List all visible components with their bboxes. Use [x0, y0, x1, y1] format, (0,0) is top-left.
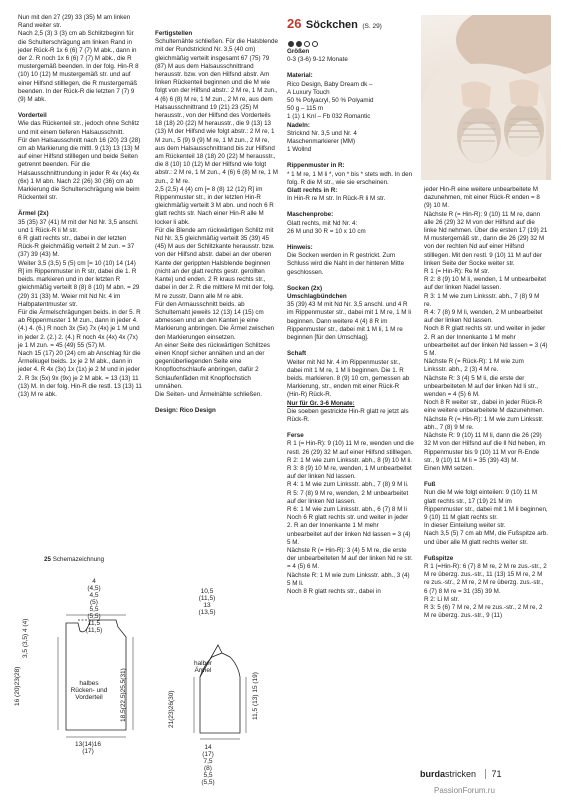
spacer — [424, 547, 548, 555]
subheading: Vorderteil — [18, 112, 47, 120]
paragraph: In dieser Einteilung weiter str. — [424, 522, 506, 530]
column-3 — [287, 48, 414, 596]
dim-label: (13,5) — [198, 609, 216, 616]
section-number: 26 — [287, 16, 302, 31]
paragraph: R 4: 7 (8) 9 M li, wenden, 2 M unbearbeitet auf der linken Nd lassen. — [424, 309, 543, 325]
paragraph: 35 (35) 37 (41) M mit der Nd Nr. 3,5 anschl. und 1 Rück-R li M str. — [18, 218, 139, 234]
paragraph: R 6: 1 M wie zum Linksstr. abh., 6 (7) 8 M li — [287, 505, 407, 513]
dim-label: 13(14)16 — [74, 741, 102, 748]
brand-suffix: stricken — [445, 769, 477, 779]
paragraph: Für den Halsausschnitt nach 16 (20) 23 (28) cm ab Markierung die mittl. 9 (13) 13 (13) M auf einer Hilfsnd stilllegen und beide Seiten getrennt beenden. Für die Halsausschnittrundung in jeder R 4x (4x) 4x (6x) 1 M abn. Nach 22 (26) 30 (36) cm ab Markierung die Schulterschrägung wie beim Rückenteil str. — [18, 136, 141, 202]
paragraph: Rico Design, Baby Dream dk – — [287, 80, 373, 88]
difficulty-dot-filled-icon — [288, 41, 294, 47]
dim-label: (11,5) — [85, 627, 103, 634]
sleeve-label: halber Ärmel — [193, 660, 213, 674]
dim-label: (17) — [202, 751, 214, 758]
dim-label: 5,5 — [89, 606, 99, 613]
paragraph: Nächste R (= Hin-R): 3 (4) 5 M re, die erste der unbearbeiteten M auf der linken Nd re str. = 4 (5) 6 M. — [287, 546, 413, 571]
paragraph: Weiter mit Nd Nr. 4 im Rippenmuster str., dabei mit 1 M re, 1 M li beginnen. Die 1. R beids. markieren. 8 (9) 10 cm, gemessen ab Markierung, str., enden mit einer Rück-R (Hin-R) Rück-R. — [287, 358, 410, 399]
paragraph: 6 R glatt rechts str., dabei in der letzten Rück-R gleichmäßig verteilt 2 M zun. = 37 (37) 39 (43) M. — [18, 235, 135, 259]
subheading-underlined: Nur für Gr. 3-6 Monate: — [287, 399, 355, 407]
dim-label: 4 — [92, 578, 96, 585]
paragraph: R 1 (=Hin-R): 6 (7) 8 M re, 2 M re zus.-str., 2 M re überzg. zus.-str., 11 (13) 15 M re, 2 M re zus.-str., 2 M re, 2 M re überzg. zus.-str., 6 (7) 8 M re = 31 (35) 39 M. — [424, 562, 547, 595]
paragraph: R 1 (= Hin-R): Re M str. — [424, 268, 490, 276]
dim-label: (8) — [204, 765, 212, 772]
subheading: Glatt rechts in R: — [287, 187, 338, 195]
paragraph: Nächste R (= Hin-R): 1 M wie zum Linksstr. abh., 7 (8) 9 M re. — [424, 415, 544, 431]
difficulty-dot-filled-icon — [296, 41, 302, 47]
brand-name: burda — [420, 769, 446, 779]
dim-label: 13 — [203, 602, 211, 609]
paragraph: Noch 6 R glatt rechts str. und weiter in jeder 2. R an der Innenkante 1 M mehr unbearbeitet auf der linken Nd lassen = 3 (4) 5 M. — [287, 514, 411, 546]
schema-caption-text: Schemazeichnung — [52, 556, 105, 563]
dim-label: 14 — [204, 744, 212, 751]
paragraph: In Hin-R re M str. In Rück-R li M str. — [287, 195, 386, 203]
paragraph: Noch 8 R weiter str., dabei in jeder Rück-R eine weitere unbearbeitete M dazunehmen. — [424, 399, 545, 415]
paragraph: 0-3 (3-6) 9-12 Monate — [287, 56, 348, 64]
difficulty-dot-empty-icon — [304, 41, 310, 47]
schema-caption-number: 25 — [44, 556, 51, 563]
sleeve-right-dim: 11,5 (13) 15 (19) — [252, 672, 259, 720]
paragraph: R 1 (= Hin-R): 9 (10) 11 M re, wenden und die restl. 26 (29) 32 M auf einer Hilfsnd stilllegen. — [287, 440, 414, 456]
paragraph: Nach 3,5 (5) 7 cm ab MM, die Fußspitze arb. und über alle M glatt rechts weiter str. — [424, 530, 549, 546]
spacer — [287, 154, 414, 162]
paragraph: Nächste R (= Hin-R): 9 (10) 11 M re, dann alle 26 (29) 32 M von der Hilfsnd auf die linke Nd nehmen. Über die ersten 17 (19) 21 M mustergemäß str., dann die 26 (29) 32 M von der rechten Nd auf einer Hilfsnd stilllegen. Mit den restl. 9 (10) 11 M auf der linken Seite der Socke weiter str. — [424, 210, 548, 267]
spacer — [287, 236, 414, 244]
paragraph: R 2: Li M str. — [424, 595, 460, 603]
subheading: Rippenmuster in R: — [287, 162, 345, 170]
column-1 — [18, 14, 142, 399]
paragraph: A Luxury Touch — [287, 88, 330, 96]
paragraph: Nach 2,5 (3) 3 (3) cm ab Schlitzbeginn für die Schulterschrägung am linken Rand in jeder Rück-R 1x 6 (6) 7 (7) M abk., dann in der 2. R noch 1x 6 (6) 7 (7) M abk., die R mustergemäß beenden. In der folg. Hin-R 8 (10) 10 (12) M mustergemäß str. und auf einer Hilfsnd stilllegen, die R mustergemäß beenden. In der Rück-R die letzten 7 (7) 9 (9) M abk. — [18, 30, 139, 104]
paragraph: Nächste R: 1 M wie zum Linksstr. abh., 3 (4) 5 M li. — [287, 571, 410, 587]
subheading: Größen — [287, 48, 310, 55]
paragraph: 2,5 (2,5) 4 (4) cm [= 8 (8) 12 (12) R] im Rippenmuster str., in der letzten Hin-R gleichmäßig verteilt 3 M abn. und noch 6 R glatt rechts str. Nach einer Hin-R alle M locker li abk. — [155, 185, 274, 226]
body-right-dim: 18,5(22,5)25,5(31) — [120, 668, 127, 722]
subheading: Schaft — [287, 350, 307, 358]
paragraph: 26 M und 30 R = 10 x 10 cm — [287, 227, 366, 235]
spacer — [287, 203, 414, 211]
paragraph: Nächste R: 3 (4) 5 M li, die erste der unbearbeiteten M auf der linken Nd li str., wenden = 4 (5) 6 M. — [424, 374, 538, 399]
spacer — [424, 473, 548, 481]
column-2 — [155, 30, 279, 415]
paragraph: Glatt rechts, mit Nd Nr. 4: — [287, 219, 358, 227]
dim-label: (4,5) — [87, 585, 101, 592]
sleeve-bottom-dims — [196, 744, 220, 786]
paragraph: 50 % Polyacryl, 50 % Polyamid — [287, 97, 374, 105]
dim-label: (5) — [90, 599, 98, 606]
paragraph: Schulternähte schließen. Für die Halsblende mit der Rundstricknd Nr. 3,5 (40 cm) gleichmäßig verteilt insgesamt 67 (75) 79 (87) M aus dem Halsausschnittrand herausstr. bzw. von den Hilfsnd abstr. Am linken Rückenteil beginnen und die M wie folgt von der Hilfsnd abstr.: 2 M re, 1 M zun., 4 (6) 6 (8) M re, 1 M zun., 2 M re, aus dem Halsausschnittrand 19 (21) 23 (25) M herausstr., von der Hilfsnd des Vorderteils 18 (18) 20 (22) M herausstr., die 9 (13) 13 (13) M der Hilfsnd wie folgt abstr.: 2 M re, 1 M zun., 5 (9) 9 (9) M re, 1 M zun., 2 M re, aus dem Halsausschnittrand bis zur Hilfsnd am Rückenteil 18 (18) 20 (22) M herausstr., die 8 (10) 10 (12) M der Hilfsnd wie folgt abstr.: 2 M re, 1 M zun., 4 (6) 6 (8) M re, 1 M zun., 2 M re. — [155, 38, 278, 185]
paragraph: R 3: 5 (6) 7 M re, 2 M re zus.-str., 2 M re, 2 M re überzg. zus.-str., 9 (11) — [424, 603, 543, 620]
body-label: halbes Rücken- und Vorderteil — [70, 680, 108, 701]
subheading: Fußspitze — [424, 554, 454, 562]
page-number: 71 — [485, 769, 502, 779]
spacer — [287, 64, 414, 72]
paragraph: 1 Wollnd — [287, 146, 312, 154]
paragraph: R 3: 8 (9) 10 M re, wenden, 1 M unbearbeitet auf der linken Nd lassen. — [287, 464, 412, 481]
sleeve-top-dims — [192, 588, 222, 616]
spacer — [18, 202, 142, 210]
sleeve-left-dim: 21(23)26(30) — [168, 690, 175, 728]
paragraph: Weiter 3,5 (3,5) 5 (5) cm [= 10 (10) 14 (14) R] im Rippenmuster in R str, dabei die 1. R beids. markieren und in der letzten R gleichmäßig verteilt 8 (8) 8 (10) M abn. = 29 (29) 31 (33) M. Weier mit Nd Nr. 4 im Halbpatentmuster str. — [18, 259, 140, 308]
paragraph: Noch 8 R glatt rechts str. und weiter in jeder 2. R an der Innenkante 1 M mehr unbearbeitet auf der linken Nd lassen = 3 (4) 5 M. — [424, 325, 548, 358]
paragraph: Einen MM setzen. — [424, 464, 475, 472]
paragraph: Für die Ärmelschrägungen beids. in der 5. R ab Rippenmuster 1 M zun., dann in jeder 4. (4.) 4. (6.) R noch 3x (5x) 7x (4x) je 1 M und in jeder 2. (2.) 2. (4.) R noch 4x (4x) 4x (7x) je 1 M zun. = 45 (49) 55 (57) M. — [18, 308, 141, 349]
subheading: Socken (2x) — [287, 284, 323, 292]
dim-label: (5,5) — [201, 779, 215, 786]
paragraph: R 4: 1 M wie zum Linksstr. abh., 7 (8) 9 M li. — [287, 481, 409, 489]
body-left-dim-2: 3,5 (3,5) 4 (4) — [22, 618, 29, 658]
baby-feet-socks-illustration — [421, 15, 551, 180]
paragraph: 50 g – 115 m — [287, 105, 324, 113]
paragraph: * 1 M re, 1 M li *, von * bis * stets wdh. In den folg. R die M str., wie sie erscheinen. — [287, 170, 413, 186]
product-photo — [421, 15, 551, 180]
subheading: Ärmel (2x) — [18, 210, 49, 218]
paragraph: Wie das Rückenteil str., jedoch ohne Schlitz und mit einem tieferen Halsausschnitt. — [18, 120, 140, 136]
difficulty-dot-empty-icon — [312, 41, 318, 47]
paragraph: Für die Blende am rückwärtigen Schlitz mit Nd Nr. 3,5 gleichmäßig verteilt 35 (39) 45 (45) M aus der Schlitzkante herausstr. bzw. von der Hilfsnd abstr. dabei an der oberen Kante der gerippten Halsblende beginnen (nicht an der glatt rechts gestr. gerollten Kante) und enden. 2 R kraus rechts str., dabei in der 2. R die mittlere M mit der folg. M re zusstr. Dann alle M re abk. — [155, 226, 275, 300]
paragraph: Die Seiten- und Ärmelnähte schließen. — [155, 390, 263, 398]
subheading: Design: Rico Design — [155, 407, 216, 415]
subheading: Ferse — [287, 432, 304, 440]
spacer — [155, 399, 279, 407]
dim-label: 11,5 — [87, 620, 101, 627]
page-footer — [420, 769, 550, 779]
paragraph: Die Socken werden in R gestrickt. Zum Schluss wird die Naht in der hinteren Mitte geschlossen. — [287, 252, 405, 276]
body-bottom-dims — [58, 741, 118, 755]
section-ref: (S. 29) — [362, 23, 382, 30]
paragraph: Nach 15 (17) 20 (24) cm ab Anschlag für die Ärmelkugel beids. 1x je 2 M abk., dann in jeder 4. R 4x (3x) 1x (1x) je 2 M und in jeder 2. R 3x (5x) 9x (9x) je 2 M abk. = 13 (13) 11 (13) M. In der folg. Hin-R die restl. 13 (13) 11 (13) M re abk. — [18, 349, 142, 398]
dim-label: 10,5 — [200, 588, 214, 595]
section-header — [287, 15, 382, 33]
subheading: Maschenprobe: — [287, 211, 334, 219]
watermark: PassionForum.ru — [434, 786, 495, 795]
paragraph: 35 (39) 43 M mit Nd Nr. 3,5 anschl. und 4 R im Rippenmuster str., dabei mit 1 M re, 1 M li beginnen. Dann weitere 4 (4) 8 R im Rippenmuster str., dabei mit 1 M li, 1 M re beginnen [für den Umschlag]. — [287, 301, 411, 342]
paragraph: Die soeben gestrickte Hin-R glatt re jetzt als Rück-R. — [287, 407, 409, 423]
paragraph: R 2: 1 M wie zum Linksstr. abh., 8 (9) 10 M li. — [287, 456, 413, 464]
spacer — [287, 424, 414, 432]
schema-caption — [44, 556, 104, 564]
dim-label: 7,5 — [203, 758, 213, 765]
column-4 — [424, 186, 548, 620]
paragraph: Nächste R (= Rück-R): 1 M wie zum Linksstr. abh., 2 (3) 4 M re. — [424, 358, 524, 374]
paragraph: Stricknd Nr. 3,5 und Nr. 4 — [287, 129, 357, 137]
paragraph: Nächste R: 9 (10) 11 M li, dann die 26 (29) 32 M von der Hilfsnd auf die ll Nd heben, im Rippenmuster bis 9 (10) 11 M vor R-Ende str., 9 (10) 11 M li = 35 (39) 43) M. — [424, 432, 546, 464]
dim-label: (5,5) — [87, 613, 101, 620]
schema-drawing — [18, 565, 278, 765]
body-top-dims — [74, 578, 114, 634]
dim-label: (11,5) — [198, 595, 216, 602]
paragraph: 1 (1) 1 Knl – Fb 032 Romantic — [287, 113, 371, 121]
paragraph: Nun mit den 27 (29) 33 (35) M am linken Rand weiter str. — [18, 14, 131, 30]
subheading: Nadeln: — [287, 121, 310, 129]
spacer — [287, 277, 414, 285]
paragraph: An einer Seite des rückwärtigen Schlitzes einen Knopf sicher annähen und an der gegenüberliegenden Seite eine Knopflochschlaufe anbringen, dafür 2 Schlaufenfäden mit Knopflochstich umnähen. — [155, 341, 270, 390]
paragraph: Maschenmarkierer (MM) — [287, 138, 356, 146]
dim-label: (17) — [82, 748, 94, 755]
paragraph: R 2: 8 (9) 10 M li, wenden, 1 M unbearbeitet auf der linken Nadel lassen. — [424, 276, 546, 292]
paragraph: Für den Armausschnitt beids. ab Schulternaht jeweils 12 (13) 14 (15) cm abmessen und an den Kanten je eine Markierung anbringen. Die Ärmel zwischen den Markierungen einsetzen. — [155, 300, 275, 341]
body-left-dim: 16 (20)23(28) — [14, 666, 21, 706]
dim-label: 5,5 — [203, 772, 213, 779]
paragraph: Noch 8 R glatt rechts str., dabei in — [287, 587, 381, 595]
section-title: Söckchen — [305, 19, 358, 31]
subheading: Material: — [287, 72, 313, 80]
paragraph: Nun die M wie folgt einteilen: 9 (10) 11 M glatt rechts str., 17 (19) 21 M im Rippenmuster str., dabei mit 1 M li beginnen, 9 (10) 11 M glatt rechts str. — [424, 489, 548, 521]
subheading: Hinweis: — [287, 244, 313, 252]
paragraph: jeder Hin-R eine weitere unbearbeitete M dazunehmen, mit einer Rück-R enden = 8 (9) 10 M. — [424, 186, 540, 210]
subheading: Fuß — [424, 481, 436, 489]
subheading: Fertigstellen — [155, 30, 193, 37]
subheading: Umschlagbündchen — [287, 293, 347, 301]
paragraph: R 3: 1 M wie zum Linksstr. abh., 7 (8) 9 M re. — [424, 292, 540, 308]
spacer — [18, 104, 142, 112]
spacer — [287, 342, 414, 350]
dim-label: 4,5 — [89, 592, 99, 599]
paragraph: R 5: 7 (8) 9 M re, wenden, 2 M unbearbeitet auf der linken Nd lassen. — [287, 489, 409, 505]
